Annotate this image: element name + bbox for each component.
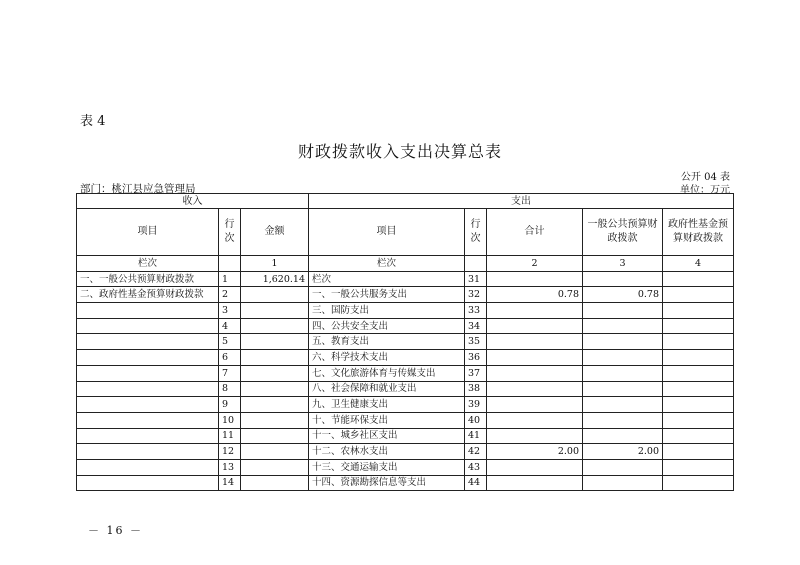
expense-item-cell: 五、教育支出 [309,334,465,350]
table-row [77,459,734,475]
fund-budget-cell [663,350,734,366]
col-row-total: 2 [487,256,583,272]
fund-budget-cell [663,287,734,303]
table-row [77,397,734,413]
fund-budget-cell [663,444,734,460]
header-expense-line: 行次 [465,209,487,256]
income-line-cell: 4 [219,318,241,334]
table-row [77,381,734,397]
general-budget-cell [583,397,663,413]
expense-line-cell: 34 [465,318,487,334]
table-row [77,350,734,366]
form-code: 公开 04 表 [680,172,730,183]
expense-item-cell: 三、国防支出 [309,303,465,319]
table-row [77,287,734,303]
general-budget-cell [583,428,663,444]
total-cell: 0.78 [487,287,583,303]
header-income-amount: 金额 [241,209,309,256]
income-line-cell: 3 [219,303,241,319]
income-amount-cell [241,365,309,381]
general-budget-cell [583,381,663,397]
fund-budget-cell [663,412,734,428]
expense-item-cell: 十二、农林水支出 [309,444,465,460]
income-item-cell [77,350,219,366]
fund-budget-cell [663,475,734,491]
expense-item-cell: 一、一般公共服务支出 [309,287,465,303]
general-budget-cell [583,459,663,475]
income-item-cell [77,412,219,428]
income-item-cell [77,444,219,460]
expense-line-cell: 31 [465,271,487,287]
header-total: 合计 [487,209,583,256]
income-item-cell [77,365,219,381]
income-item-cell [77,428,219,444]
income-item-cell [77,381,219,397]
total-cell [487,428,583,444]
total-cell [487,350,583,366]
expense-line-cell: 40 [465,412,487,428]
general-budget-cell [583,412,663,428]
income-amount-cell [241,318,309,334]
fund-budget-cell [663,459,734,475]
fund-budget-cell [663,397,734,413]
total-cell [487,475,583,491]
expense-line-cell: 39 [465,397,487,413]
expense-line-cell: 38 [465,381,487,397]
header-fund-budget: 政府性基金预算财政拨款 [663,209,734,256]
general-budget-cell [583,350,663,366]
total-cell [487,397,583,413]
fund-budget-cell [663,318,734,334]
expense-item-cell: 十一、城乡社区支出 [309,428,465,444]
general-budget-cell [583,318,663,334]
income-item-cell [77,334,219,350]
income-line-cell: 6 [219,350,241,366]
col-row-general: 3 [583,256,663,272]
total-cell [487,271,583,287]
document-title: 财政拨款收入支出决算总表 [297,142,502,161]
income-amount-cell [241,303,309,319]
income-line-cell: 1 [219,271,241,287]
general-budget-cell: 0.78 [583,287,663,303]
expense-item-cell: 四、公共安全支出 [309,318,465,334]
table-row [77,444,734,460]
fund-budget-cell [663,334,734,350]
income-item-cell [77,303,219,319]
expense-line-cell: 37 [465,365,487,381]
income-amount-cell [241,287,309,303]
general-budget-cell [583,303,663,319]
expense-item-cell: 十、节能环保支出 [309,412,465,428]
income-amount-cell [241,350,309,366]
col-row-label: 栏次 [77,256,219,272]
income-line-cell: 8 [219,381,241,397]
table-row [77,271,734,287]
income-line-cell: 9 [219,397,241,413]
page-number: － 16 － [88,524,143,537]
income-item-cell: 二、政府性基金预算财政拨款 [77,287,219,303]
table-row [77,303,734,319]
income-amount-cell [241,459,309,475]
income-group-header: 收入 [77,194,309,209]
expense-line-cell: 32 [465,287,487,303]
header-income-line: 行次 [219,209,241,256]
expense-line-cell: 44 [465,475,487,491]
expense-group-header: 支出 [309,194,734,209]
expense-item-cell: 九、卫生健康支出 [309,397,465,413]
income-amount-cell [241,444,309,460]
table-row [77,412,734,428]
table-row [77,318,734,334]
header-general-budget: 一般公共预算财政拨款 [583,209,663,256]
expense-line-cell: 36 [465,350,487,366]
col-row-expense-label: 栏次 [309,256,465,272]
income-line-cell: 14 [219,475,241,491]
income-line-cell: 7 [219,365,241,381]
income-item-cell [77,318,219,334]
total-cell [487,303,583,319]
general-budget-cell [583,365,663,381]
total-cell [487,334,583,350]
fund-budget-cell [663,428,734,444]
income-line-cell: 12 [219,444,241,460]
expense-line-cell: 41 [465,428,487,444]
table-row [77,334,734,350]
table-row [77,365,734,381]
expense-line-cell: 35 [465,334,487,350]
total-cell [487,381,583,397]
fund-budget-cell [663,303,734,319]
expense-item-cell: 六、科学技术支出 [309,350,465,366]
header-expense-item: 项目 [309,209,465,256]
fund-budget-cell [663,381,734,397]
income-item-cell: 一、一般公共预算财政拨款 [77,271,219,287]
header-income-item: 项目 [77,209,219,256]
income-amount-cell [241,412,309,428]
income-line-cell: 5 [219,334,241,350]
income-line-cell: 10 [219,412,241,428]
income-item-cell [77,459,219,475]
total-cell [487,318,583,334]
expense-line-cell: 43 [465,459,487,475]
expense-item-cell: 十四、资源勘探信息等支出 [309,475,465,491]
income-item-cell [77,475,219,491]
fund-budget-cell [663,365,734,381]
table-number-label: 表 4 [80,114,106,129]
expense-item-cell: 栏次 [309,271,465,287]
general-budget-cell: 2.00 [583,444,663,460]
total-cell [487,365,583,381]
income-line-cell: 13 [219,459,241,475]
col-row-fund: 4 [663,256,734,272]
total-cell: 2.00 [487,444,583,460]
income-amount-cell [241,397,309,413]
unit-label: 单位：万元 [680,185,730,196]
income-line-cell: 2 [219,287,241,303]
general-budget-cell [583,271,663,287]
general-budget-cell [583,475,663,491]
income-line-cell: 11 [219,428,241,444]
fund-budget-cell [663,271,734,287]
expense-item-cell: 七、文化旅游体育与传媒支出 [309,365,465,381]
expense-line-cell: 42 [465,444,487,460]
expense-item-cell: 十三、交通运输支出 [309,459,465,475]
income-amount-cell [241,334,309,350]
expense-line-cell: 33 [465,303,487,319]
expense-item-cell: 八、社会保障和就业支出 [309,381,465,397]
table-row [77,428,734,444]
income-amount-cell: 1,620.14 [241,271,309,287]
income-amount-cell [241,381,309,397]
department-label: 部门：桃江县应急管理局 [80,183,196,195]
col-row-empty [219,256,241,272]
general-budget-cell [583,334,663,350]
budget-table [76,193,734,491]
table-row [77,475,734,491]
income-item-cell [77,397,219,413]
total-cell [487,459,583,475]
income-amount-cell [241,475,309,491]
col-row-amount: 1 [241,256,309,272]
income-amount-cell [241,428,309,444]
col-row-empty [465,256,487,272]
total-cell [487,412,583,428]
